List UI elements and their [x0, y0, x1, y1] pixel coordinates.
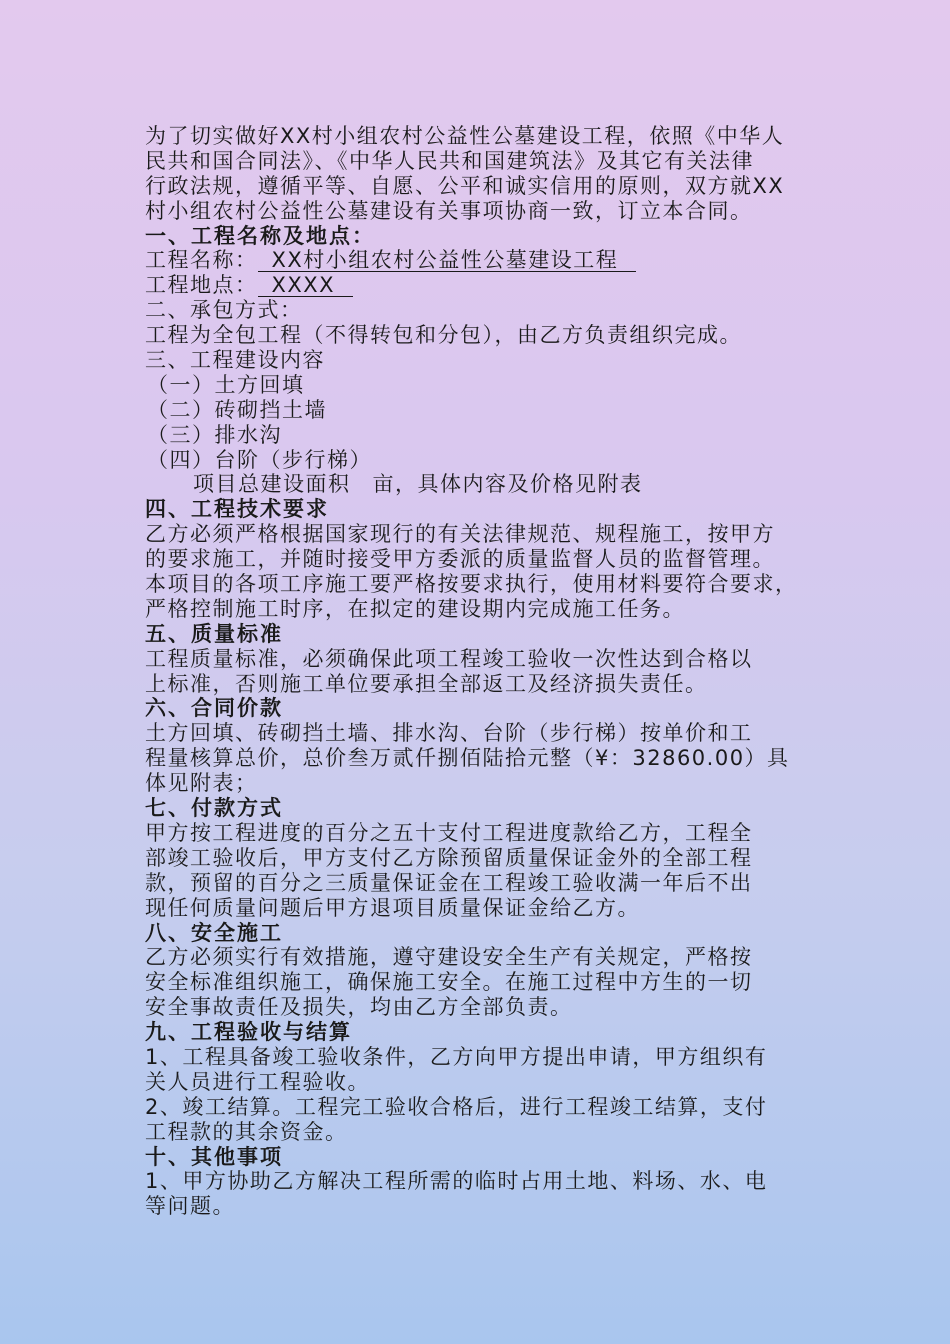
section-heading: 二、承包方式：	[145, 298, 303, 323]
paragraph-line: 土方回填、砖砌挡土墙、排水沟、台阶（步行梯）按单价和工	[145, 721, 753, 746]
contract-page	[145, 124, 835, 1219]
section-heading: 九、工程验收与结算	[145, 1020, 352, 1045]
intro-line: 村小组农村公益性公墓建设有关事项协商一致，订立本合同。	[145, 198, 753, 223]
paragraph-line: 1、工程具备竣工验收条件，乙方向甲方提出申请，甲方组织有	[145, 1044, 768, 1069]
paragraph-line: 工程款的其余资金。	[145, 1119, 348, 1144]
section-heading: 十、其他事项	[145, 1144, 283, 1169]
section-heading: 四、工程技术要求	[145, 497, 329, 522]
section-heading: 三、工程建设内容	[145, 348, 325, 373]
paragraph-line: 程量核算总价，总价叁万贰仟捌佰陆拾元整（¥：32860.00）具	[145, 746, 790, 771]
paragraph-line: 部竣工验收后，甲方支付乙方除预留质量保证金外的全部工程	[145, 845, 753, 870]
paragraph-line: 安全标准组织施工，确保施工安全。在施工过程中方生的一切	[145, 970, 753, 995]
area-row	[145, 472, 835, 497]
paragraph-line: 甲方按工程进度的百分之五十支付工程进度款给乙方，工程全	[145, 820, 753, 845]
paragraph-line: 款，预留的百分之三质量保证金在工程竣工验收满一年后不出	[145, 870, 753, 895]
area-text-suffix: 亩，具体内容及价格见附表	[372, 472, 643, 497]
list-item: （三）排水沟	[147, 422, 282, 447]
paragraph-line: 的要求施工，并随时接受甲方委派的质量监督人员的监督管理。	[145, 547, 775, 572]
paragraph-line: 工程质量标准，必须确保此项工程竣工验收一次性达到合格以	[145, 646, 753, 671]
section-heading: 五、质量标准	[145, 621, 283, 646]
paragraph-line: 2、竣工结算。工程完工验收合格后，进行工程竣工结算，支付	[145, 1094, 768, 1119]
area-text: 项目总建设面积	[193, 472, 351, 497]
list-item: （二）砖砌挡土墙	[147, 397, 327, 422]
paragraph-line: 严格控制施工时序，在拟定的建设期内完成施工任务。	[145, 596, 685, 621]
paragraph-line: 本项目的各项工序施工要严格按要求执行，使用材料要符合要求，	[145, 572, 798, 597]
intro-line: 为了切实做好XX村小组农村公益性公墓建设工程，依照《中华人	[145, 124, 785, 148]
paragraph-line: 乙方必须实行有效措施，遵守建设安全生产有关规定，严格按	[145, 945, 753, 970]
paragraph-line: 工程为全包工程（不得转包和分包），由乙方负责组织完成。	[145, 323, 742, 348]
paragraph-line: 关人员进行工程验收。	[145, 1069, 370, 1094]
section-heading: 六、合同价款	[145, 696, 283, 721]
project-name-label: 工程名称：	[145, 248, 258, 273]
intro-line: 行政法规，遵循平等、自愿、公平和诚实信用的原则，双方就XX	[145, 173, 785, 198]
project-place-row	[145, 273, 835, 298]
list-item: （一）土方回填	[147, 372, 305, 397]
project-place-label: 工程地点：	[145, 273, 258, 298]
paragraph-line: 乙方必须严格根据国家现行的有关法律规范、规程施工，按甲方	[145, 522, 775, 547]
section-heading: 一、工程名称及地点：	[145, 223, 375, 248]
paragraph-line: 1、甲方协助乙方解决工程所需的临时占用土地、料场、水、电	[145, 1169, 768, 1194]
list-item: （四）台阶（步行梯）	[147, 447, 372, 472]
intro-line: 民共和国合同法》、《中华人民共和国建筑法》及其它有关法律	[145, 148, 754, 173]
project-name-row	[145, 248, 835, 273]
paragraph-line: 等问题。	[145, 1194, 235, 1219]
paragraph-line: 上标准，否则施工单位要承担全部返工及经济损失责任。	[145, 671, 708, 696]
project-place-value: XXXX	[258, 274, 354, 297]
paragraph-line: 安全事故责任及损失，均由乙方全部负责。	[145, 995, 573, 1020]
paragraph-line: 现任何质量问题后甲方退项目质量保证金给乙方。	[145, 895, 640, 920]
paragraph-line: 体见附表；	[145, 771, 258, 796]
section-heading: 八、安全施工	[145, 920, 283, 945]
section-heading: 七、付款方式	[145, 796, 283, 821]
project-name-value: XX村小组农村公益性公墓建设工程	[258, 249, 637, 272]
